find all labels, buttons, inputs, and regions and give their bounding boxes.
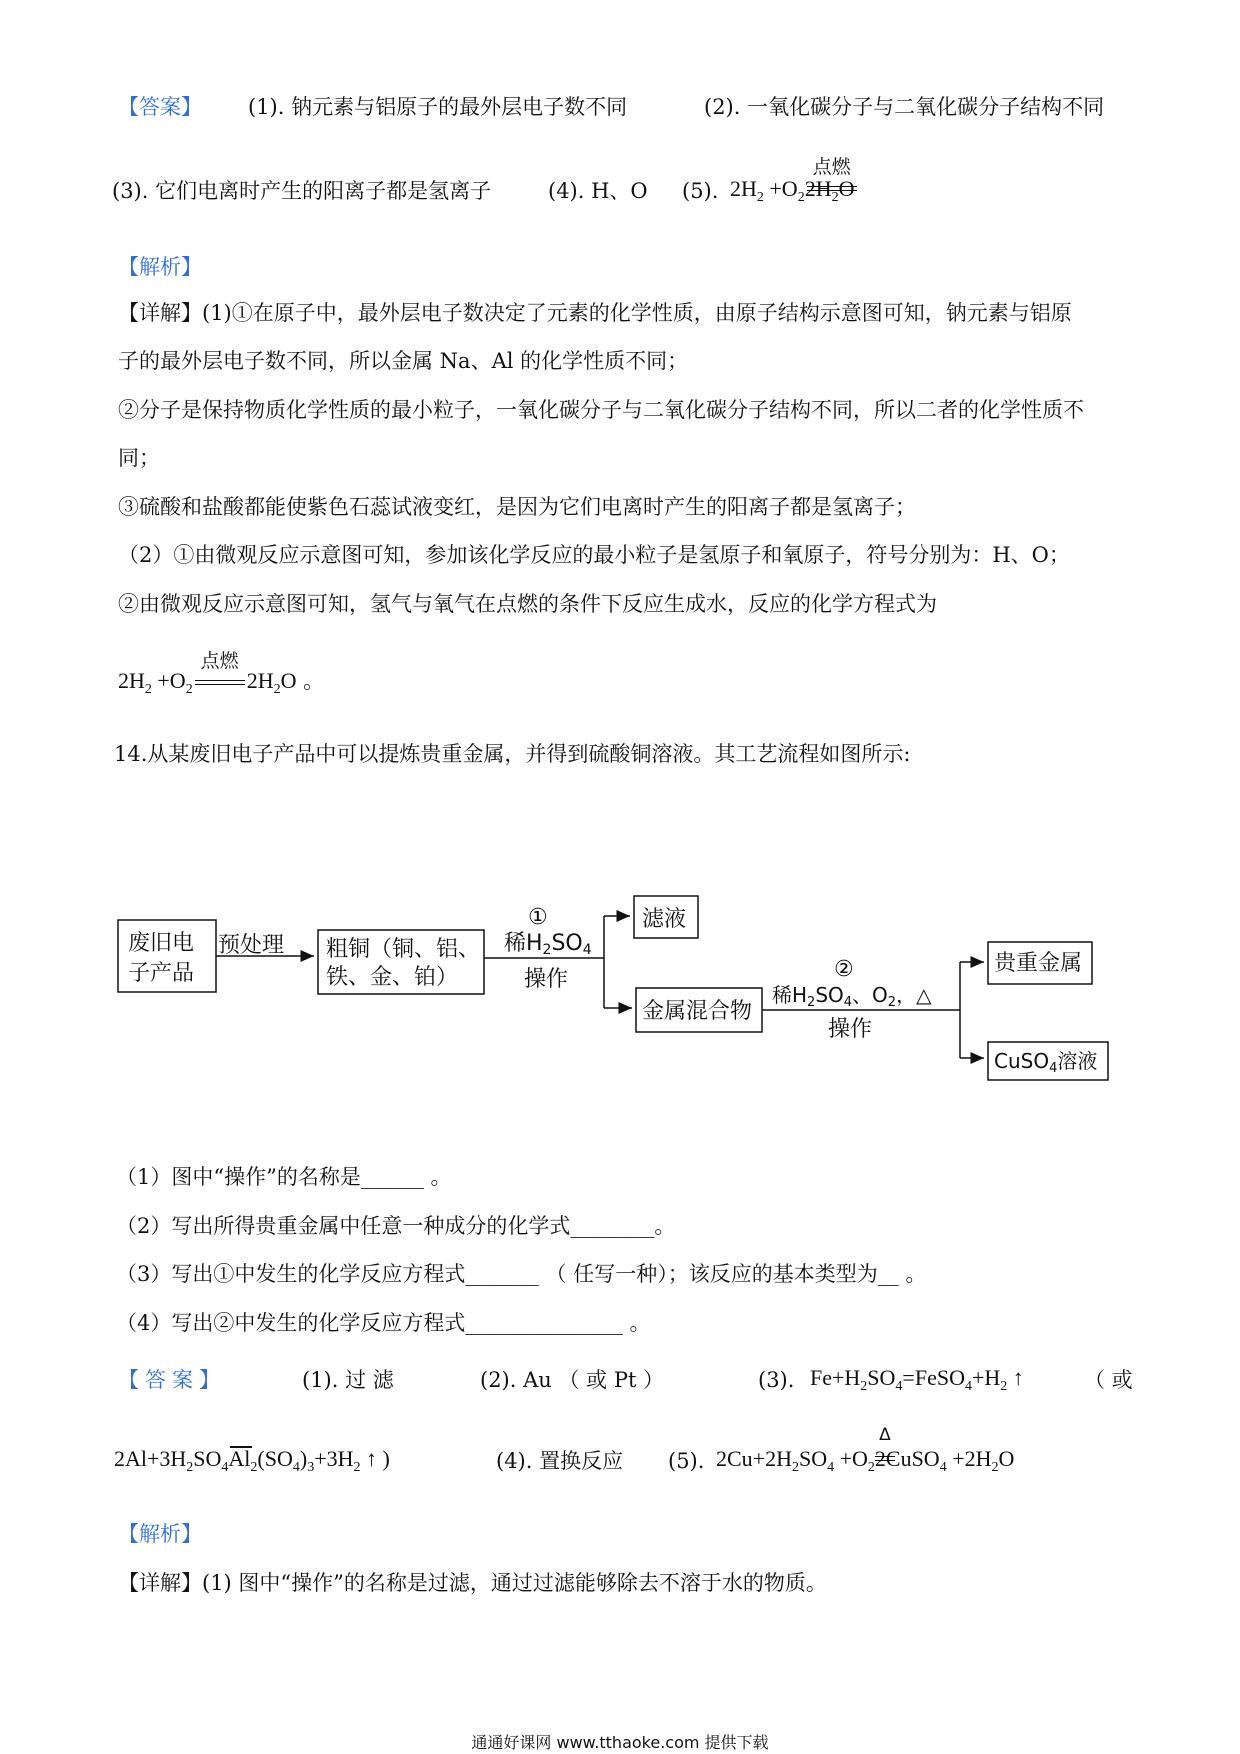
q14-answer-1: (1). 过 滤: [302, 1368, 394, 1392]
q14-detail-line1: [118, 1570, 1138, 1596]
q14-answer-3-or: （ 或: [1084, 1368, 1133, 1392]
flow-step2-reagent: 稀$H_2SO_4$、$O_2$，△: [772, 983, 932, 1010]
detail-text: (1) 图中“操作”的名称是过滤，通过过滤能够除去不溶于水的物质。: [202, 1571, 827, 1595]
page-footer: 通通好课网 www.tthaoke.com 提供下载: [471, 1733, 769, 1752]
answer-tag: 【答案】: [118, 95, 202, 119]
q14-answer-5-num: (5).: [668, 1449, 705, 1473]
q13-answer-2: (2). 一氧化碳分子与二氧化碳分子结构不同: [704, 95, 1105, 119]
q14-answer-3-equation: $Fe+H_2SO_4=FeSO_4+H_2$ ↑: [810, 1365, 1024, 1394]
flow-step1-number: ①: [528, 905, 548, 930]
flow-step1-operation: 操作: [524, 967, 569, 992]
q13-detail-line6: （2）①由微观反应示意图可知，参加该化学反应的最小粒子是氢原子和氧原子，符号分别为：H、O；: [118, 543, 1070, 567]
answer-tag: 【答案】: [118, 1368, 226, 1392]
q13-analysis-tag: 【解析】: [118, 255, 202, 279]
q14-question-2: （2）写出所得贵重金属中任意一种成分的化学式________。: [116, 1214, 676, 1238]
q14-answer-3-alt-equation: $2Al+3H_2SO_4$ $Al_2(SO_4)_3+3H_2$ ↑ ): [114, 1446, 390, 1475]
flow-box-crude-copper-line1: 粗铜（铜、铝、: [326, 937, 481, 962]
flow-box-waste-line1: 废旧电: [128, 931, 195, 956]
detail-tag: 【详解】: [118, 1571, 202, 1595]
equation-condition: 点燃: [200, 649, 239, 672]
q13-answer-3: (3). 它们电离时产生的阳离子都是氢离子: [112, 179, 492, 203]
flow-step2-number: ②: [834, 957, 854, 982]
flow-step1-reagent: 稀H2SO4: [504, 931, 592, 958]
q13-detail-line5: ③硫酸和盐酸都能使紫色石蕊试液变红，是因为它们电离时产生的阳离子都是氢离子；: [118, 495, 916, 519]
q14-answer-5-equation: $2Cu+2H_2SO_4 +O_2$ Δ 2CuSO$_4$ $+2H_2O$: [716, 1446, 1014, 1472]
q13-answer-5-num: (5).: [682, 179, 719, 203]
equation-condition: 点燃: [805, 176, 859, 202]
q14-answer-line2: [114, 1425, 1134, 1478]
q14-question-3: （3）写出①中发生的化学反应方程式_______ （ 任写一种）；该反应的基本类型为__ 。: [116, 1262, 927, 1286]
delta-condition: Δ: [879, 1425, 891, 1445]
q14-question-1: （1）图中“操作”的名称是______ 。: [116, 1165, 452, 1189]
sentence-end: 。: [303, 669, 325, 693]
q14-analysis-tag: 【解析】: [118, 1522, 202, 1546]
flow-box-precious-metal-label: 贵重金属: [994, 951, 1083, 976]
q14-stem: 14.从某废旧电子产品中可以提炼贵重金属，并得到硫酸铜溶液。其工艺流程如图所示:: [114, 742, 911, 766]
flow-step2-operation: 操作: [828, 1017, 873, 1042]
q14-answer-line1: [118, 1367, 1138, 1397]
q13-answer-4: (4). H、O: [548, 179, 648, 203]
flow-arrow-pretreat-label: 预处理: [218, 933, 285, 958]
q13-answer-1: (1). 钠元素与铝原子的最外层电子数不同: [248, 95, 628, 119]
q14-answer-2: (2). Au （ 或 Pt ）: [480, 1368, 665, 1392]
q13-detail-line4: 同；: [118, 446, 160, 470]
q13-detail-line2: 子的最外层电子数不同，所以金属 Na、Al 的化学性质不同；: [118, 349, 689, 373]
q14-answer-4: (4). 置换反应: [496, 1449, 624, 1473]
q13-equation: $2H_2 +O_2$ 点燃 $2H_2O$: [730, 176, 854, 202]
q14-answer-3-num: (3).: [758, 1368, 795, 1392]
flow-box-waste-line2: 子产品: [128, 961, 195, 986]
flow-box-metal-mixture-label: 金属混合物: [642, 999, 753, 1024]
q13-detail-equation-formula: $2H_2 +O_2$ 点燃 $2H_2O$: [118, 649, 297, 697]
detail-tag: 【详解】: [118, 301, 202, 325]
flow-box-cuso4-label: CuSO$_4$溶液: [994, 1049, 1098, 1076]
detail-text: (1)①在原子中，最外层电子数决定了元素的化学性质，由原子结构示意图可知，钠元素与铝原: [202, 301, 1072, 325]
q13-detail-line7: ②由微观反应示意图可知，氢气与氧气在点燃的条件下反应生成水，反应的化学方程式为: [118, 592, 937, 616]
flow-box-crude-copper-line2: 铁、金、铂）: [326, 965, 459, 990]
flow-box-filtrate-label: 滤液: [642, 907, 687, 932]
q14-question-4: （4）写出②中发生的化学反应方程式_______________ 。: [116, 1311, 651, 1335]
q13-detail-line3: ②分子是保持物质化学性质的最小粒子，一氧化碳分子与二氧化碳分子结构不同，所以二者的化学性质不: [118, 398, 1084, 422]
